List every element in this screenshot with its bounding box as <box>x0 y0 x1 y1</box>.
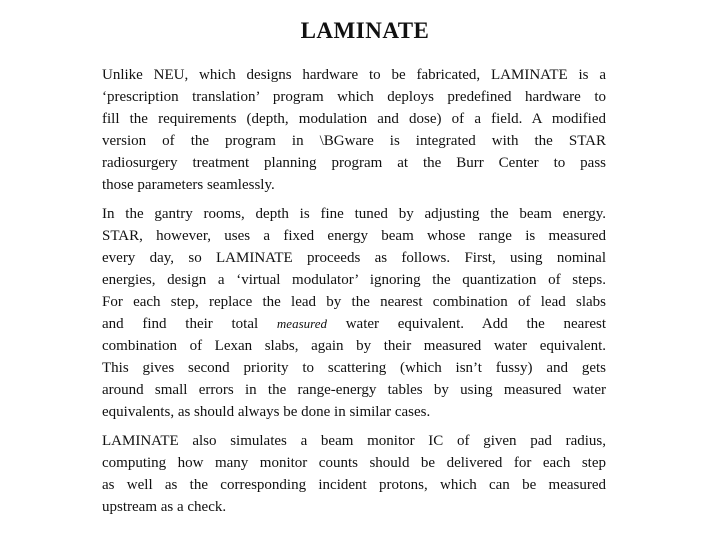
paragraph-2 <box>102 203 606 423</box>
text-line: version of the program in \BGware is integrated with the STAR <box>102 133 606 149</box>
slide-body <box>102 64 606 525</box>
text-segment: and find their total <box>102 316 277 332</box>
text-line: In the gantry rooms, depth is fine tuned by adjusting the beam energy. <box>102 206 606 222</box>
paragraph-3 <box>102 430 606 518</box>
text-line: STAR, however, uses a fixed energy beam whose range is measured <box>102 228 606 244</box>
text-line: This gives second priority to scattering (which isn’t fussy) and gets <box>102 360 606 376</box>
text-line: radiosurgery treatment planning program at the Burr Center to pass <box>102 155 606 171</box>
text-line: equivalents, as should always be done in similar cases. <box>102 404 431 420</box>
text-line-with-italic <box>102 313 606 335</box>
text-line: those parameters seamlessly. <box>102 177 275 193</box>
text-line: energies, design a ‘virtual modulator’ ignoring the quantization of steps. <box>102 272 606 288</box>
slide-title: LAMINATE <box>300 18 430 43</box>
text-line: upstream as a check. <box>102 499 227 515</box>
text-line: every day, so LAMINATE proceeds as follows. First, using nominal <box>102 250 606 266</box>
text-line: LAMINATE also simulates a beam monitor IC of given pad radius, <box>102 433 606 449</box>
text-line: around small errors in the range-energy tables by using measured water <box>102 382 606 398</box>
text-line: combination of Lexan slabs, again by their measured water equivalent. <box>102 338 606 354</box>
text-line: Unlike NEU, which designs hardware to be fabricated, LAMINATE is a <box>102 67 606 83</box>
text-line: For each step, replace the lead by the nearest combination of lead slabs <box>102 294 606 310</box>
italic-word: measured <box>276 316 327 331</box>
text-segment: water equivalent. Add the nearest <box>326 316 606 332</box>
text-line: ‘prescription translation’ program which deploys predefined hardware to <box>102 89 606 105</box>
text-line: fill the requirements (depth, modulation and dose) of a field. A modified <box>102 111 606 127</box>
paragraph-1 <box>102 64 606 196</box>
text-line: computing how many monitor counts should be delivered for each step <box>102 455 606 471</box>
text-line: as well as the corresponding incident protons, which can be measured <box>102 477 606 493</box>
